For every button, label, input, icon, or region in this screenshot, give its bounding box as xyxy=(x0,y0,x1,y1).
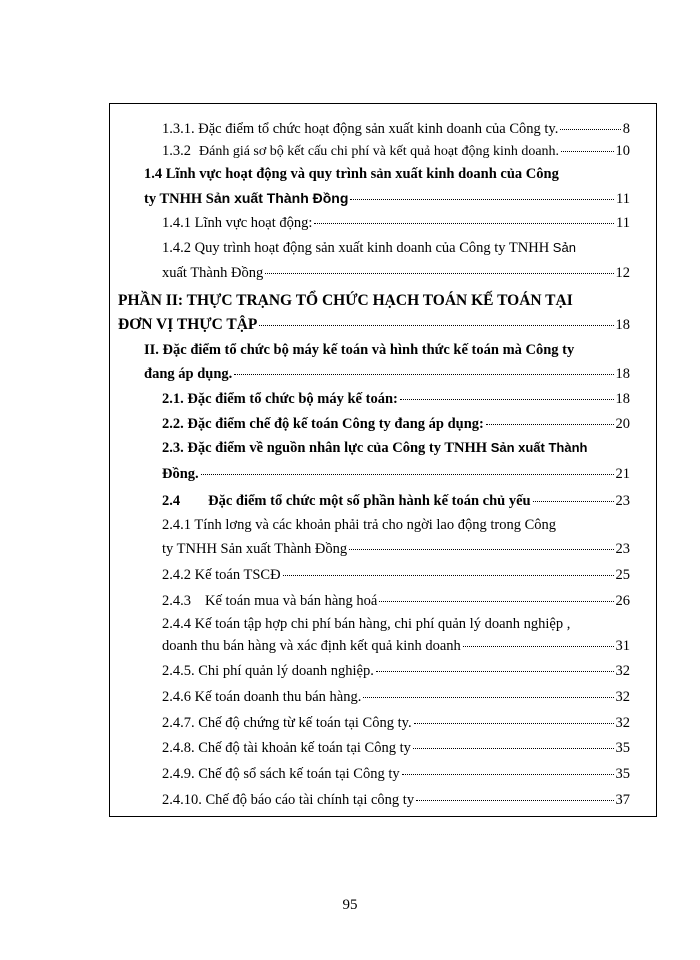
toc-entry-II[interactable]: II. Đặc điểm tổ chức bộ máy kế toán và hình thức kế toán mà Công ty xyxy=(144,342,575,358)
page-border xyxy=(109,103,657,817)
toc-entry-1-3-1[interactable]: 1.3.1. Đặc điểm tổ chức hoạt động sản xuất kinh doanh của Công ty. 8 xyxy=(162,121,630,137)
toc-entry-2-3-line2: Đồng. 21 xyxy=(162,466,630,482)
toc-part-2-line2: ĐƠN VỊ THỰC TẬP 18 xyxy=(118,316,630,333)
toc-entry-1-4[interactable]: 1.4 Lĩnh vực hoạt động và quy trình sản xuất kinh doanh của Công xyxy=(144,166,559,182)
toc-entry-II-line2: đang áp dụng. 18 xyxy=(144,366,630,382)
toc-entry-2-4-5[interactable]: 2.4.5. Chi phí quản lý doanh nghiệp. 32 xyxy=(162,663,630,679)
toc-entry-2-4-2[interactable]: 2.4.2 Kế toán TSCĐ 25 xyxy=(162,567,630,583)
toc-entry-1-4-2[interactable]: 1.4.2 Quy trình hoạt động sản xuất kinh doanh của Công ty TNHH Sản xyxy=(162,240,576,256)
page-number: 95 xyxy=(342,897,358,913)
toc-entry-2-4-8[interactable]: 2.4.8. Chế độ tài khoản kế toán tại Công ty 35 xyxy=(162,740,630,756)
toc-entry-2-4-10[interactable]: 2.4.10. Chế độ báo cáo tài chính tại công ty 37 xyxy=(162,792,630,808)
toc-entry-2-4-3[interactable]: 2.4.3 Kế toán mua và bán hàng hoá 26 xyxy=(162,593,630,609)
toc-entry-2-4-7[interactable]: 2.4.7. Chế độ chứng từ kế toán tại Công ty. 32 xyxy=(162,715,630,731)
toc-entry-2-4-9[interactable]: 2.4.9. Chế độ sổ sách kế toán tại Công ty 35 xyxy=(162,766,630,782)
toc-entry-2-4-1[interactable]: 2.4.1 Tính lơng và các khoản phải trả cho ngời lao động trong Công xyxy=(162,517,557,533)
toc-entry-2-4-4-line2: doanh thu bán hàng và xác định kết quả kinh doanh 31 xyxy=(162,638,630,654)
toc-entry-2-4-1-line2: ty TNHH Sản xuất Thành Đồng 23 xyxy=(162,541,630,557)
toc-entry-1-4-line2: ty TNHH S ản xuất Thành Đồng 11 xyxy=(144,190,630,207)
toc-entry-2-1[interactable]: 2.1. Đặc điểm tổ chức bộ máy kế toán: 18 xyxy=(162,391,630,407)
toc-entry-2-4[interactable]: 2.4 Đặc điểm tổ chức một số phần hành kế toán chủ yếu 23 xyxy=(162,493,630,509)
toc-entry-2-2[interactable]: 2.2. Đặc điểm chế độ kế toán Công ty đang áp dụng: 20 xyxy=(162,416,630,432)
toc-entry-2-4-6[interactable]: 2.4.6 Kế toán doanh thu bán hàng. 32 xyxy=(162,689,630,705)
toc-entry-1-4-2-line2: xuất Thành Đồng 12 xyxy=(162,265,630,281)
toc-entry-2-3[interactable]: 2.3. Đặc điểm về nguồn nhân lực của Công ty TNHH Sản xuất Thành xyxy=(162,440,588,456)
toc-part-2[interactable]: PHẦN II: THỰC TRẠNG TỔ CHỨC HẠCH TOÁN KẾ TOÁN TẠI xyxy=(118,292,573,309)
toc-entry-1-4-1[interactable]: 1.4.1 Lĩnh vực hoạt động: 11 xyxy=(162,215,630,231)
toc-entry-2-4-4[interactable]: 2.4.4 Kế toán tập hợp chi phí bán hàng, chi phí quản lý doanh nghiệp , xyxy=(162,616,571,632)
toc-entry-1-3-2[interactable]: 1.3.2 Đánh giá sơ bộ kết cấu chi phí và kết quả hoạt động kinh doanh. 10 xyxy=(162,143,630,159)
